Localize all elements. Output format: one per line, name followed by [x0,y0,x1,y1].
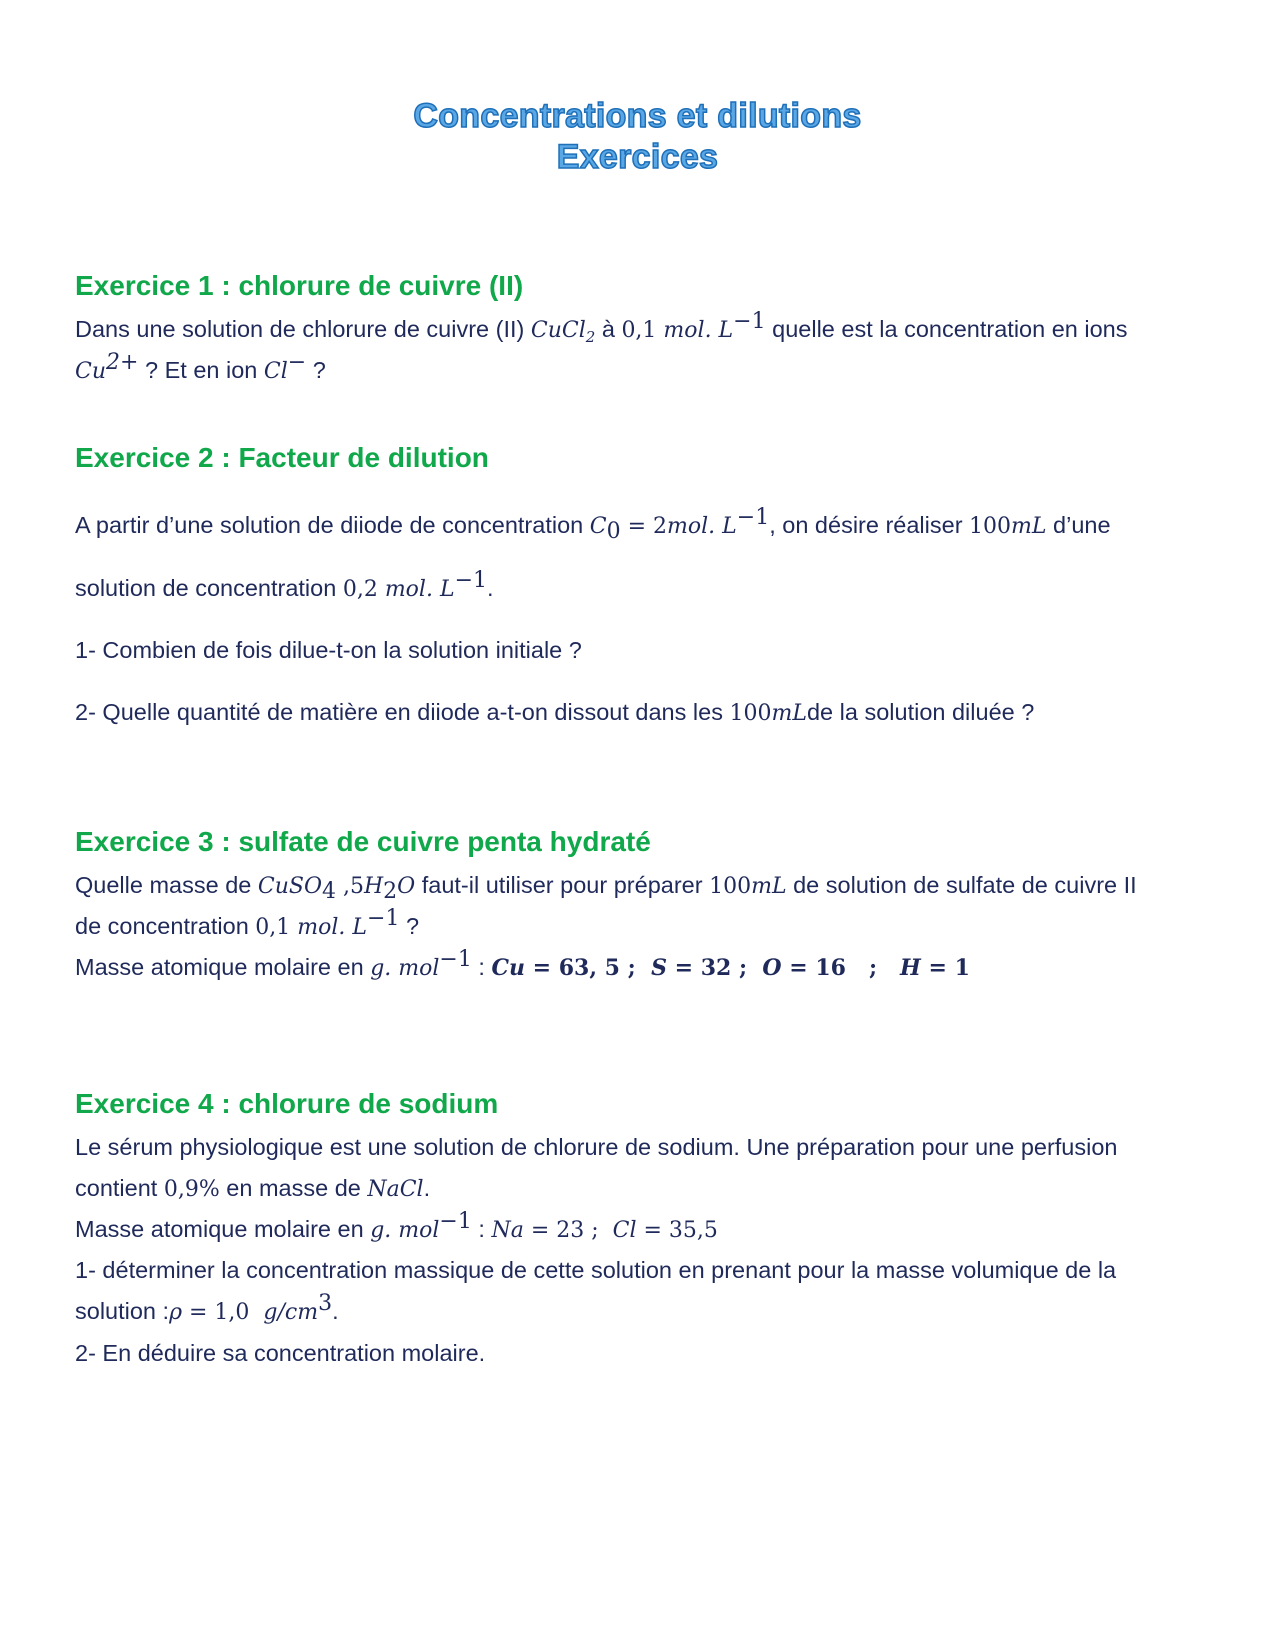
exercise-4-line-2: contient 0,9% en masse de NaCl. [75,1175,431,1202]
title-line-2: Exercices [556,138,719,176]
exercise-4-line-1: Le sérum physiologique est une solution de chlorure de sodium. Une préparation pour une perfusion [75,1134,1118,1160]
exercise-2-line-1: A partir d’une solution de diiode de concentration $C_0 = 2mol$. $L^{-1}$, on désire réaliser 100mL d’une [75,505,1111,544]
formula-cl-minus: Cl− [263,350,307,384]
exercise-4-heading: Exercice 4 : chlorure de sodium [75,1088,499,1119]
exercise-2-heading: Exercice 2 : Facteur de dilution [75,442,489,473]
exercise-4-line-3: Masse atomique molaire en g. mol$^{-1}$ : Na = 23 ; Cl = 35,5 [75,1209,718,1243]
text: Dans une solution de chlorure de cuivre (II) [75,316,531,342]
exercise-3-line-3: Masse atomique molaire en g. mol$^{-1}$ : Cu = 63, 5 ; S = 32 ; O = 16 ; H = 1 [75,947,970,981]
exercise-3-heading: Exercice 3 : sulfate de cuivre penta hydraté [75,826,651,857]
exercise-2-question-2: 2- Quelle quantité de matière en diiode a-t-on dissout dans les 100mLde la solution diluée ? [75,699,1035,726]
exercise-1-heading: Exercice 1 : chlorure de cuivre (II) [75,270,524,301]
exercise-3-line-1: Quelle masse de CuSO$_4$ $,5H_2O$ faut-il utiliser pour préparer 100mL de solution de sulfate de cuivre II [75,872,1137,904]
exercise-1-line-2: $Cu^{2+}$ ? Et en ion Cl− ? [75,350,326,384]
formula-cucl2: CuCl$_2$ [530,318,596,346]
exercise-4-question-2: 2- En déduire sa concentration molaire. [75,1340,486,1366]
exercise-2-question-1: 1- Combien de fois dilue-t-on la solution initiale ? [75,637,582,663]
title-line-1: Concentrations et dilutions [413,97,862,135]
exercise-4-line-5: solution :ρ = 1,0 $g/cm^3$. [75,1291,339,1325]
exercise-2-line-2: solution de concentration 0,2 mol. $L^{-1}$. [75,568,494,602]
exercise-1-line-1: Dans une solution de chlorure de cuivre (II) CuCl$_2$ à 0,1 mol. $L^{-1}$ quelle est la concentration en ions [75,309,1128,346]
exercise-4-question-1: 1- déterminer la concentration massique de cette solution en prenant pour la masse volumique de la [75,1257,1117,1283]
exercise-3-line-2: de concentration 0,1 mol. $L^{-1}$ ? [75,906,420,940]
formula-cu2plus: $Cu^{2+}$ [75,350,139,384]
